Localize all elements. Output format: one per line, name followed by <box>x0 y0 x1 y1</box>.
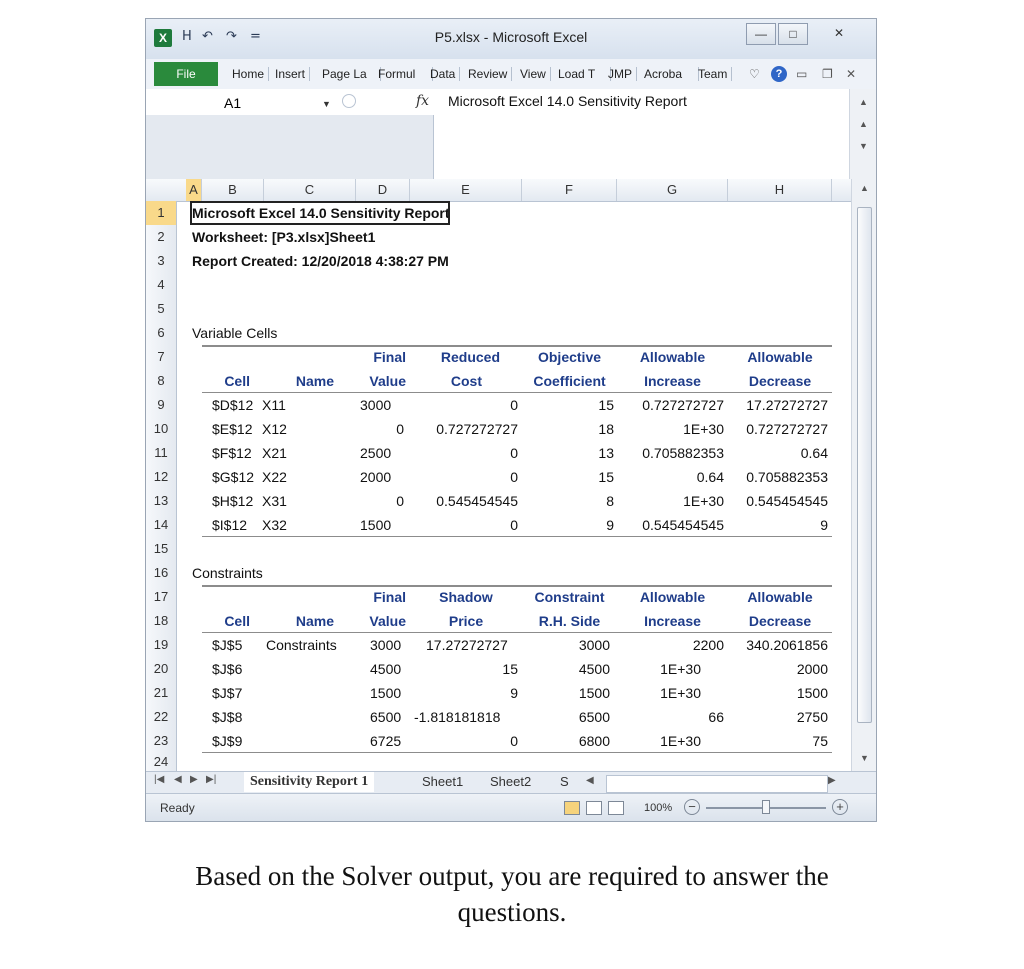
table-header[interactable]: Cost <box>450 373 482 389</box>
table-cell[interactable]: 2000 <box>796 661 828 677</box>
tab-home[interactable]: Home <box>228 67 269 81</box>
scroll-thumb[interactable] <box>857 207 872 723</box>
normal-view-icon[interactable] <box>564 801 580 815</box>
column-header[interactable]: G <box>617 179 728 201</box>
zoom-slider-handle[interactable] <box>762 800 770 814</box>
zoom-out-button[interactable]: − <box>684 799 700 815</box>
table-cell[interactable]: $J$8 <box>212 709 243 725</box>
table-cell[interactable]: 0.705882353 <box>746 469 828 485</box>
next-sheet-icon[interactable]: ▶ <box>190 774 198 785</box>
table-cell[interactable]: 15 <box>598 469 614 485</box>
horizontal-scrollbar[interactable] <box>606 775 828 793</box>
row-header[interactable]: 19 <box>153 637 169 652</box>
insert-function-icon[interactable]: fx <box>416 93 430 109</box>
table-header[interactable]: Allowable <box>747 589 813 605</box>
table-cell[interactable]: 3000 <box>360 397 392 413</box>
column-header[interactable]: E <box>410 179 522 201</box>
row-header[interactable]: 12 <box>153 469 169 484</box>
report-worksheet-cell[interactable]: Worksheet: [P3.xlsx]Sheet1 <box>192 229 376 245</box>
table-header[interactable]: Increase <box>644 373 701 389</box>
formula-bar-area <box>146 115 434 179</box>
formula-bar <box>146 89 876 180</box>
tab-sensitivity-report-1[interactable]: Sensitivity Report 1 <box>244 772 374 792</box>
table-header[interactable]: Cell <box>224 373 250 389</box>
maximize-button[interactable]: □ <box>778 23 808 45</box>
table-cell[interactable]: 1E+30 <box>660 661 701 677</box>
tab-sheet2[interactable]: Sheet2 <box>490 774 532 789</box>
table-cell[interactable]: 1E+30 <box>660 685 701 701</box>
minimize-button[interactable]: — <box>746 23 776 45</box>
column-header[interactable]: H <box>728 179 832 201</box>
table-cell[interactable]: 2500 <box>360 445 392 461</box>
table-cell[interactable]: 75 <box>812 733 828 749</box>
table-cell[interactable]: -1.818181818 <box>414 709 501 725</box>
tab-view[interactable]: View <box>516 67 551 81</box>
table-cell[interactable]: 18 <box>598 421 614 437</box>
table-cell[interactable]: $J$9 <box>212 733 243 749</box>
table-header[interactable]: Increase <box>644 613 701 629</box>
customize-qat-icon[interactable]: = <box>250 29 261 44</box>
excel-logo-icon: X <box>154 29 172 47</box>
table-header[interactable]: Reduced <box>440 349 500 365</box>
status-bar <box>146 793 876 822</box>
table-cell[interactable]: $J$5 <box>212 637 243 653</box>
sheet-tabs-bar <box>146 771 876 794</box>
undo-icon[interactable]: ↶ <box>202 29 213 44</box>
formula-bar-circle-icon <box>342 94 356 108</box>
table-cell[interactable]: $I$12 <box>212 517 248 533</box>
window-title: P5.xlsx - Microsoft Excel <box>434 29 588 45</box>
row-header[interactable]: 5 <box>157 301 165 316</box>
vertical-scrollbar[interactable] <box>851 179 877 771</box>
column-header[interactable]: C <box>264 179 356 201</box>
table-header[interactable]: Allowable <box>747 349 813 365</box>
table-header[interactable]: Shadow <box>439 589 493 605</box>
table-header[interactable]: Value <box>369 373 406 389</box>
table-cell[interactable]: 6800 <box>578 733 610 749</box>
table-cell[interactable]: X31 <box>262 493 287 509</box>
table-cell[interactable]: 13 <box>598 445 614 461</box>
zoom-in-button[interactable]: + <box>832 799 848 815</box>
tab-sheet-partial[interactable]: S <box>560 774 569 789</box>
table-cell[interactable]: $J$6 <box>212 661 243 677</box>
row-header[interactable]: 18 <box>153 613 169 628</box>
tab-insert[interactable]: Insert <box>271 67 310 81</box>
row-header[interactable]: 16 <box>153 565 169 580</box>
tab-scroll-left-icon[interactable]: ◀ <box>586 775 594 786</box>
table-header[interactable]: Allowable <box>639 349 706 365</box>
table-header[interactable]: Final <box>373 589 406 605</box>
row-header[interactable]: 7 <box>157 349 165 364</box>
table-header[interactable]: Coefficient <box>533 373 606 389</box>
table-cell[interactable]: 0 <box>510 397 518 413</box>
table-cell[interactable]: 1500 <box>370 685 402 701</box>
scroll-up-icon[interactable]: ▲ <box>859 119 868 129</box>
table-header[interactable]: Cell <box>224 613 250 629</box>
name-box-dropdown-icon[interactable]: ▼ <box>322 99 331 109</box>
table-cell[interactable]: $F$12 <box>212 445 252 461</box>
table-cell[interactable]: $E$12 <box>212 421 253 437</box>
table-cell[interactable]: 17.27272727 <box>746 397 828 413</box>
variable-cells-title[interactable]: Variable Cells <box>192 325 278 341</box>
restore-workbook-icon[interactable]: ❐ <box>822 67 833 81</box>
row-headers <box>146 201 177 771</box>
table-cell[interactable]: 0.545454545 <box>642 517 724 533</box>
table-cell[interactable]: 8 <box>606 493 614 509</box>
table-cell[interactable]: 0 <box>396 421 404 437</box>
row-header[interactable]: 13 <box>153 493 169 508</box>
table-cell[interactable]: X22 <box>262 469 287 485</box>
table-cell[interactable]: 0.727272727 <box>642 397 724 413</box>
table-cell[interactable]: 6500 <box>578 709 610 725</box>
first-sheet-icon[interactable]: |◀ <box>154 774 165 785</box>
column-headers <box>146 179 851 202</box>
table-cell[interactable]: 9 <box>510 685 518 701</box>
table-cell[interactable]: $H$12 <box>212 493 254 509</box>
ribbon-tabs <box>146 59 876 90</box>
table-cell[interactable]: 3000 <box>578 637 610 653</box>
table-cell[interactable]: Constraints <box>266 637 337 653</box>
table-cell[interactable]: 0.545454545 <box>746 493 828 509</box>
table-header[interactable]: Price <box>448 613 484 629</box>
table-cell[interactable]: $D$12 <box>212 397 254 413</box>
table-cell[interactable]: 15 <box>598 397 614 413</box>
table-cell[interactable]: $J$7 <box>212 685 243 701</box>
table-cell[interactable]: 1E+30 <box>660 733 701 749</box>
table-cell[interactable]: 1500 <box>578 685 610 701</box>
table-cell[interactable]: 3000 <box>370 637 402 653</box>
table-cell[interactable]: 0 <box>510 445 518 461</box>
table-cell[interactable]: 1E+30 <box>683 421 724 437</box>
scroll-up-icon[interactable]: ▲ <box>860 183 869 193</box>
excel-window <box>145 18 877 822</box>
tab-file[interactable]: File <box>154 62 218 86</box>
help-icon[interactable]: ? <box>771 66 787 82</box>
row-header[interactable]: 10 <box>153 421 169 436</box>
row-header[interactable]: 21 <box>153 685 169 700</box>
tab-sheet1[interactable]: Sheet1 <box>422 774 464 789</box>
caption-line: questions. <box>457 897 567 927</box>
table-cell[interactable]: 0.545454545 <box>436 493 518 509</box>
row-header[interactable]: 11 <box>154 445 168 460</box>
table-cell[interactable]: X11 <box>262 397 286 413</box>
close-workbook-icon[interactable]: ✕ <box>846 67 857 81</box>
row-header[interactable]: 20 <box>153 661 169 676</box>
table-cell[interactable]: 6725 <box>370 733 402 749</box>
column-header[interactable]: B <box>202 179 264 201</box>
scroll-down-icon[interactable]: ▼ <box>859 141 868 151</box>
formula-content[interactable]: Microsoft Excel 14.0 Sensitivity Report <box>448 93 687 109</box>
table-cell[interactable]: 0.727272727 <box>436 421 518 437</box>
table-header[interactable]: Name <box>295 613 334 629</box>
table-cell[interactable]: 6500 <box>370 709 402 725</box>
table-cell[interactable]: 0 <box>510 469 518 485</box>
table-cell[interactable]: 2000 <box>360 469 392 485</box>
table-header[interactable]: Objective <box>537 349 602 365</box>
save-icon[interactable]: H <box>182 29 192 44</box>
table-cell[interactable]: 0 <box>510 517 518 533</box>
table-header[interactable]: Value <box>369 613 406 629</box>
table-cell[interactable]: $G$12 <box>212 469 255 485</box>
table-header[interactable]: Final <box>373 349 406 365</box>
row-header[interactable]: 4 <box>157 277 165 292</box>
prev-sheet-icon[interactable]: ◀ <box>174 774 182 785</box>
row-header[interactable]: 6 <box>157 325 165 340</box>
table-header[interactable]: Decrease <box>748 373 812 389</box>
table-header[interactable]: Decrease <box>748 613 812 629</box>
row-header[interactable]: 15 <box>153 541 169 556</box>
table-cell[interactable]: 0 <box>396 493 404 509</box>
table-cell[interactable]: 0.64 <box>800 445 828 461</box>
table-cell[interactable]: 4500 <box>370 661 402 677</box>
table-cell[interactable]: 2750 <box>796 709 828 725</box>
name-box[interactable]: A1 <box>224 95 242 111</box>
row-header[interactable]: 22 <box>153 709 169 724</box>
scroll-right-icon[interactable]: ▶ <box>828 775 836 786</box>
row-header[interactable]: 9 <box>157 397 165 412</box>
table-cell[interactable]: 4500 <box>578 661 610 677</box>
row-header[interactable]: 14 <box>153 517 169 532</box>
table-cell[interactable]: X12 <box>262 421 287 437</box>
table-cell[interactable]: 1500 <box>796 685 828 701</box>
table-cell[interactable]: 2200 <box>692 637 724 653</box>
tab-jmp[interactable]: JMP <box>604 67 637 81</box>
caption-text <box>0 858 1024 930</box>
tab-review[interactable]: Review <box>464 67 512 81</box>
row-header[interactable]: 24 <box>153 754 169 769</box>
last-sheet-icon[interactable]: ▶| <box>206 774 217 785</box>
table-divider <box>202 752 832 753</box>
table-divider <box>202 536 832 537</box>
table-cell[interactable]: 0 <box>510 733 518 749</box>
page-layout-view-icon[interactable] <box>586 801 602 815</box>
tab-data[interactable]: Data <box>426 67 460 81</box>
table-cell[interactable]: 0.705882353 <box>642 445 724 461</box>
row-header[interactable]: 1 <box>146 201 176 225</box>
title-bar <box>146 19 876 59</box>
close-button[interactable]: ✕ <box>833 26 845 40</box>
row-header[interactable]: 8 <box>157 373 165 388</box>
row-header[interactable]: 3 <box>157 253 165 268</box>
page-break-view-icon[interactable] <box>608 801 624 815</box>
table-cell[interactable]: 66 <box>708 709 724 725</box>
table-cell[interactable]: 9 <box>820 517 828 533</box>
scroll-up-icon[interactable]: ▲ <box>859 97 868 107</box>
tab-formulas[interactable]: Formul <box>374 67 433 81</box>
report-created-cell[interactable]: Report Created: 12/20/2018 4:38:27 PM <box>192 253 449 269</box>
worksheet-grid[interactable] <box>146 179 851 771</box>
scroll-down-icon[interactable]: ▼ <box>860 753 869 763</box>
constraints-title[interactable]: Constraints <box>192 565 263 581</box>
caption-line: Based on the Solver output, you are required to answer the <box>195 861 829 891</box>
zoom-level[interactable]: 100% <box>644 802 673 814</box>
status-text: Ready <box>160 801 195 815</box>
tab-page-layout[interactable]: Page La <box>318 67 381 81</box>
row-header[interactable]: 23 <box>153 733 169 748</box>
table-header[interactable]: Name <box>295 373 334 389</box>
table-cell[interactable]: 1500 <box>360 517 392 533</box>
table-cell[interactable]: 0.64 <box>696 469 724 485</box>
tab-load-test[interactable]: Load T <box>554 67 611 81</box>
column-header[interactable]: A <box>186 179 202 201</box>
column-header[interactable]: F <box>522 179 617 201</box>
table-header[interactable]: Allowable <box>639 589 706 605</box>
table-cell[interactable]: 9 <box>606 517 614 533</box>
minimize-workbook-icon[interactable]: ▭ <box>796 67 808 81</box>
table-cell[interactable]: 0.727272727 <box>746 421 828 437</box>
table-cell[interactable]: 17.27272727 <box>426 637 508 653</box>
table-header[interactable]: R.H. Side <box>538 613 601 629</box>
table-cell[interactable]: 1E+30 <box>683 493 724 509</box>
row-header[interactable]: 17 <box>153 589 169 604</box>
tab-team[interactable]: Team <box>694 67 732 81</box>
row-header[interactable]: 2 <box>157 229 165 244</box>
table-cell[interactable]: 340.2061856 <box>746 637 828 653</box>
report-title-cell[interactable]: Microsoft Excel 14.0 Sensitivity Report <box>190 201 450 225</box>
table-cell[interactable]: X32 <box>262 517 287 533</box>
column-header[interactable]: D <box>356 179 410 201</box>
table-cell[interactable]: 15 <box>502 661 518 677</box>
ribbon-collapse-icon[interactable]: ♡ <box>749 67 760 81</box>
table-cell[interactable]: X21 <box>262 445 287 461</box>
redo-icon[interactable]: ↷ <box>226 29 237 44</box>
formula-bar-scroll[interactable] <box>849 89 876 179</box>
table-header[interactable]: Constraint <box>534 589 605 605</box>
select-all-corner[interactable] <box>146 179 187 201</box>
tab-acrobat[interactable]: Acroba <box>640 67 699 81</box>
